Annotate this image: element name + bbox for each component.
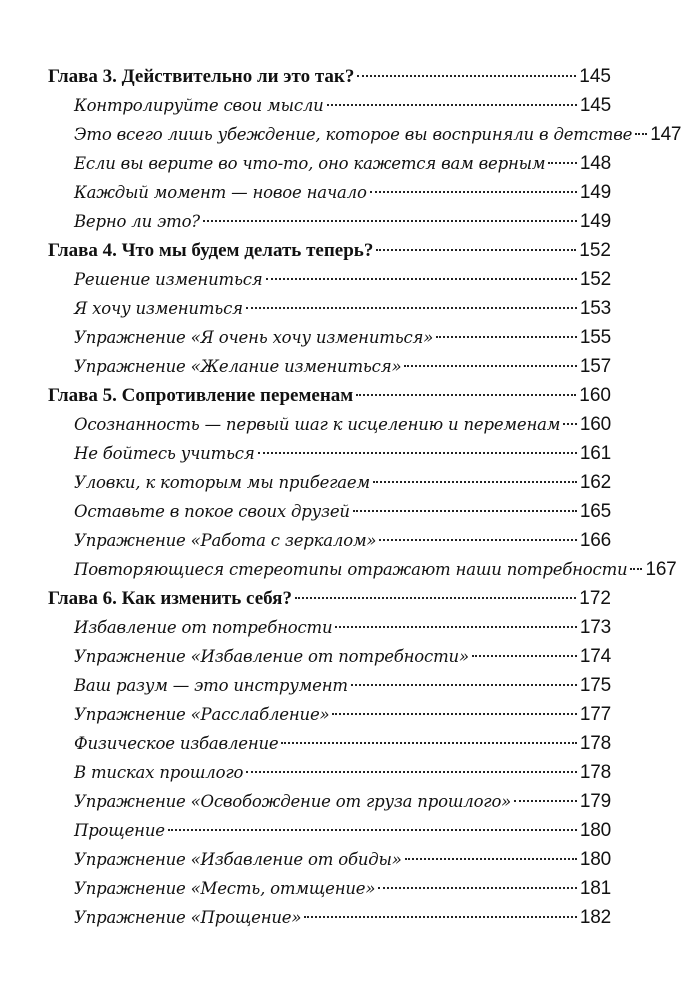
dot-leader <box>246 771 577 773</box>
toc-entry-page: 178 <box>579 733 611 754</box>
toc-entry-title: Упражнение «Желание измениться» <box>74 357 402 376</box>
toc-entry-page: 145 <box>579 66 611 87</box>
dot-leader <box>327 104 577 106</box>
toc-entry-page: 155 <box>579 327 611 348</box>
toc-entry-page: 180 <box>579 820 611 841</box>
toc-entry-title: Осознанность — первый шаг к исцелению и переменам <box>74 415 561 434</box>
toc-entry-title: Физическое избавление <box>74 734 279 753</box>
toc-entry-page: 173 <box>579 617 611 638</box>
toc-entry-page: 157 <box>579 356 611 377</box>
toc-entry-page: 180 <box>579 849 611 870</box>
toc-entry <box>48 613 611 642</box>
toc-entry-page: 160 <box>579 385 611 406</box>
dot-leader <box>203 220 577 222</box>
toc-entry-page: 177 <box>579 704 611 725</box>
toc-entry-page: 161 <box>579 443 611 464</box>
toc-entry-title: Повторяющиеся стереотипы отражают наши потребности <box>74 560 628 579</box>
dot-leader <box>630 568 642 570</box>
dot-leader <box>514 800 577 802</box>
toc-entry-page: 182 <box>579 907 611 928</box>
toc-entry-title: Это всего лишь убеждение, которое вы восприняли в детстве <box>74 125 633 144</box>
toc-entry-page: 181 <box>579 878 611 899</box>
dot-leader <box>335 626 576 628</box>
toc-entry <box>48 874 611 903</box>
toc-entry <box>48 294 611 323</box>
toc-entry-page: 145 <box>579 95 611 116</box>
toc-entry <box>48 700 611 729</box>
table-of-contents <box>48 62 682 932</box>
toc-entry-page: 153 <box>579 298 611 319</box>
toc-entry <box>48 410 611 439</box>
toc-entry-page: 166 <box>579 530 611 551</box>
dot-leader <box>281 742 576 744</box>
toc-entry-title: Прощение <box>74 821 165 840</box>
toc-entry <box>48 816 611 845</box>
dot-leader <box>258 452 577 454</box>
toc-entry <box>48 149 611 178</box>
dot-leader <box>357 75 576 77</box>
toc-entry-title: В тисках прошлого <box>74 763 244 782</box>
toc-entry-page: 147 <box>650 124 682 145</box>
toc-entry-page: 172 <box>579 588 611 609</box>
dot-leader <box>635 133 647 135</box>
toc-entry-title: Глава 6. Как изменить себя? <box>48 588 292 609</box>
toc-entry <box>48 787 611 816</box>
toc-entry-title: Упражнение «Избавление от потребности» <box>74 647 469 666</box>
toc-entry-page: 167 <box>645 559 677 580</box>
toc-entry-title: Если вы верите во что-то, оно кажется вам верным <box>74 154 546 173</box>
dot-leader <box>379 539 577 541</box>
dot-leader <box>436 336 577 338</box>
dot-leader <box>405 858 577 860</box>
toc-entry-title: Уловки, к которым мы прибегаем <box>74 473 370 492</box>
toc-entry-title: Ваш разум — это инструмент <box>74 676 348 695</box>
toc-entry <box>48 323 611 352</box>
toc-entry <box>48 729 611 758</box>
toc-entry-title: Упражнение «Освобождение от груза прошлого» <box>74 792 512 811</box>
toc-entry <box>48 439 611 468</box>
toc-chapter-entry <box>48 381 611 410</box>
toc-entry-page: 149 <box>579 211 611 232</box>
dot-leader <box>304 916 577 918</box>
toc-entry-title: Каждый момент — новое начало <box>74 183 367 202</box>
dot-leader <box>295 597 576 599</box>
dot-leader <box>266 278 577 280</box>
dot-leader <box>246 307 577 309</box>
dot-leader <box>168 829 577 831</box>
toc-entry-page: 149 <box>579 182 611 203</box>
toc-entry-title: Упражнение «Месть, отмщение» <box>74 879 376 898</box>
toc-entry <box>48 352 611 381</box>
toc-entry <box>48 671 611 700</box>
toc-entry-title: Верно ли это? <box>74 212 200 231</box>
toc-entry-title: Упражнение «Избавление от обиды» <box>74 850 402 869</box>
toc-entry-title: Я хочу измениться <box>74 299 243 318</box>
toc-entry-page: 160 <box>579 414 611 435</box>
toc-entry-page: 165 <box>579 501 611 522</box>
toc-entry <box>48 468 611 497</box>
toc-entry-page: 174 <box>579 646 611 667</box>
toc-entry <box>48 758 611 787</box>
toc-entry-page: 178 <box>579 762 611 783</box>
toc-chapter-entry <box>48 584 611 613</box>
toc-chapter-entry <box>48 62 611 91</box>
dot-leader <box>563 423 577 425</box>
toc-entry-title: Упражнение «Я очень хочу измениться» <box>74 328 434 347</box>
toc-entry-title: Глава 4. Что мы будем делать теперь? <box>48 240 374 261</box>
toc-entry-title: Контролируйте свои мысли <box>74 96 324 115</box>
dot-leader <box>373 481 577 483</box>
toc-entry-title: Упражнение «Прощение» <box>74 908 302 927</box>
dot-leader <box>404 365 577 367</box>
toc-entry-title: Глава 3. Действительно ли это так? <box>48 66 355 87</box>
toc-entry-title: Глава 5. Сопротивление переменам <box>48 385 354 406</box>
toc-entry-page: 148 <box>579 153 611 174</box>
toc-entry-page: 162 <box>579 472 611 493</box>
dot-leader <box>351 684 577 686</box>
toc-entry <box>48 178 611 207</box>
toc-entry-title: Решение измениться <box>74 270 263 289</box>
dot-leader <box>376 249 576 251</box>
toc-entry-page: 179 <box>579 791 611 812</box>
toc-entry-title: Избавление от потребности <box>74 618 333 637</box>
toc-chapter-entry <box>48 236 611 265</box>
dot-leader <box>356 394 576 396</box>
toc-entry <box>48 845 611 874</box>
toc-entry <box>48 642 611 671</box>
dot-leader <box>472 655 577 657</box>
dot-leader <box>353 510 577 512</box>
toc-entry-page: 175 <box>579 675 611 696</box>
toc-entry-title: Упражнение «Работа с зеркалом» <box>74 531 377 550</box>
toc-entry-title: Упражнение «Расслабление» <box>74 705 330 724</box>
toc-entry-page: 152 <box>579 240 611 261</box>
dot-leader <box>548 162 577 164</box>
toc-entry-page: 152 <box>579 269 611 290</box>
dot-leader <box>332 713 576 715</box>
dot-leader <box>370 191 577 193</box>
toc-entry <box>48 526 611 555</box>
toc-entry <box>48 91 611 120</box>
toc-entry <box>48 207 611 236</box>
toc-entry <box>48 555 677 584</box>
toc-entry-title: Не бойтесь учиться <box>74 444 255 463</box>
toc-entry <box>48 903 611 932</box>
toc-entry <box>48 265 611 294</box>
toc-entry <box>48 497 611 526</box>
toc-entry-title: Оставьте в покое своих друзей <box>74 502 350 521</box>
dot-leader <box>378 887 577 889</box>
toc-entry <box>48 120 682 149</box>
